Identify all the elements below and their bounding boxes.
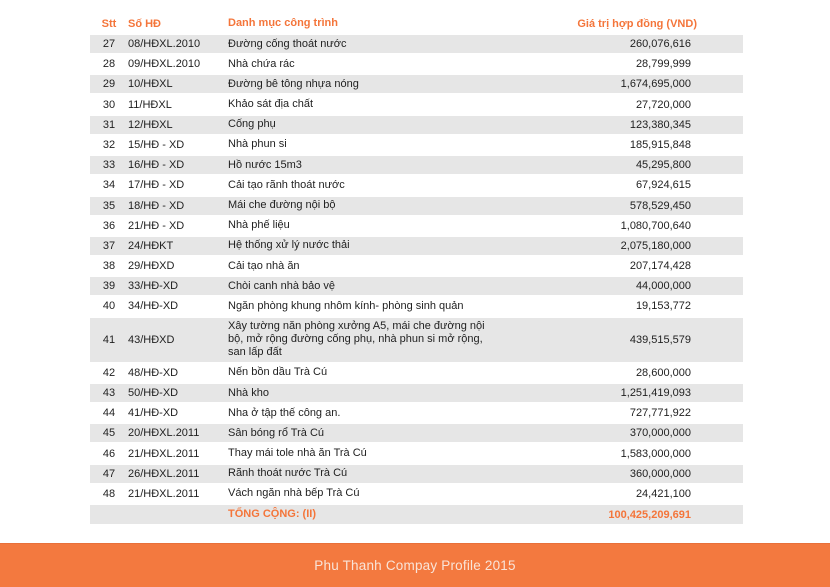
cell-gia-tri: 123,380,345	[629, 118, 691, 131]
cell-stt: 35	[102, 199, 116, 212]
cell-stt: 42	[102, 366, 116, 379]
cell-danh-muc: Ngăn phòng khung nhôm kính- phòng sinh quản	[228, 299, 464, 312]
footer-bar	[0, 543, 830, 587]
cell-so-hd: 15/HĐ - XD	[128, 138, 185, 151]
cell-so-hd: 16/HĐ - XD	[128, 159, 185, 172]
cell-so-hd: 12/HĐXL	[128, 118, 173, 131]
table-row	[90, 156, 743, 174]
cell-so-hd: 21/HĐXL.2011	[128, 447, 200, 460]
cell-danh-muc: Nha ở tập thế công an.	[228, 406, 341, 419]
total-empty-stt	[90, 505, 128, 524]
table-row	[90, 384, 743, 402]
cell-gia-tri: 360,000,000	[629, 467, 691, 480]
cell-so-hd: 18/HĐ - XD	[128, 199, 185, 212]
cell-gia-tri: 370,000,000	[629, 427, 691, 440]
table-row	[90, 404, 743, 422]
contracts-table	[90, 12, 743, 524]
cell-danh-muc: Nến bồn dầu Trà Cú	[228, 366, 328, 379]
cell-stt: 31	[102, 118, 116, 131]
table-row	[90, 465, 743, 483]
cell-danh-muc: Khảo sát địa chất	[228, 98, 314, 111]
cell-danh-muc: Hồ nước 15m3	[228, 158, 302, 171]
cell-so-hd: 26/HĐXL.2011	[128, 467, 200, 480]
cell-danh-muc: Vách ngăn nhà bếp Trà Cú	[228, 487, 360, 500]
table-row	[90, 277, 743, 295]
cell-so-hd: 17/HĐ - XD	[128, 179, 185, 192]
cell-stt: 45	[102, 427, 116, 440]
cell-so-hd: 10/HĐXL	[128, 78, 173, 91]
cell-so-hd: 11/HĐXL	[128, 98, 172, 111]
table-row	[90, 237, 743, 255]
cell-danh-muc: Nhà chứa rác	[228, 57, 295, 70]
cell-gia-tri: 185,915,848	[629, 138, 691, 151]
col-header-stt: Stt	[101, 17, 117, 30]
cell-stt: 30	[102, 98, 116, 111]
table-row	[90, 75, 743, 93]
cell-danh-muc: Nhà kho	[228, 386, 269, 399]
table-row	[90, 485, 743, 503]
total-row	[90, 505, 743, 524]
cell-so-hd: 34/HĐ-XD	[128, 300, 179, 313]
table-row	[90, 364, 743, 382]
total-empty-so	[128, 505, 228, 524]
table-row	[90, 35, 743, 53]
cell-stt: 43	[102, 387, 116, 399]
cell-so-hd: 29/HĐXD	[128, 260, 175, 273]
cell-stt: 46	[102, 447, 116, 460]
table-row	[90, 116, 743, 134]
cell-stt: 39	[102, 280, 116, 293]
cell-stt: 38	[102, 260, 116, 273]
cell-danh-muc: Đường cống thoát nước	[228, 37, 347, 50]
col-header-danh-muc: Danh mục công trình	[228, 17, 338, 29]
cell-gia-tri: 28,600,000	[635, 366, 691, 379]
table-row	[90, 197, 743, 215]
cell-gia-tri: 45,295,800	[635, 159, 691, 172]
cell-gia-tri: 28,799,999	[635, 58, 691, 71]
cell-stt: 28	[102, 58, 116, 71]
table-row	[90, 445, 743, 463]
table-body	[90, 35, 743, 503]
cell-stt: 40	[102, 300, 116, 313]
cell-danh-muc: Cống phụ	[228, 118, 276, 131]
cell-gia-tri: 24,421,100	[635, 487, 691, 500]
cell-danh-muc: Cải tạo rãnh thoát nước	[228, 178, 345, 191]
cell-so-hd: 21/HĐXL.2011	[128, 487, 200, 500]
table-row	[90, 297, 743, 315]
table-header-row	[90, 12, 743, 35]
cell-so-hd: 08/HĐXL.2010	[128, 38, 201, 50]
cell-gia-tri: 578,529,450	[629, 199, 691, 212]
cell-danh-muc: Xây tường năn phòng xưởng A5, mái che đường nội bộ, mở rộng đường cống phụ, nhà phun si mở rộng, san lấp đất	[228, 320, 485, 359]
cell-stt: 33	[102, 159, 116, 172]
cell-so-hd: 24/HĐKT	[128, 239, 174, 252]
table-row	[90, 217, 743, 235]
cell-stt: 44	[102, 407, 116, 420]
cell-danh-muc: Nhà phun si	[228, 138, 287, 151]
cell-danh-muc: Nhà phế liệu	[228, 219, 290, 232]
cell-stt: 47	[102, 467, 116, 480]
table-row	[90, 257, 743, 275]
cell-so-hd: 33/HĐ-XD	[128, 280, 179, 293]
cell-danh-muc: Sân bóng rổ Trà Cú	[228, 426, 325, 439]
cell-gia-tri: 44,000,000	[635, 280, 691, 293]
cell-gia-tri: 1,674,695,000	[620, 78, 691, 91]
table-row	[90, 318, 743, 362]
cell-so-hd: 41/HĐ-XD	[128, 407, 179, 420]
cell-stt: 29	[102, 78, 116, 91]
total-value: 100,425,209,691	[608, 508, 691, 521]
table-row	[90, 96, 743, 114]
table-row	[90, 176, 743, 194]
cell-danh-muc: Mái che đường nội bộ	[228, 199, 336, 211]
cell-so-hd: 09/HĐXL.2010	[128, 58, 201, 71]
cell-gia-tri: 260,076,616	[629, 38, 691, 50]
cell-so-hd: 21/HĐ - XD	[128, 219, 185, 232]
cell-so-hd: 48/HĐ-XD	[128, 366, 179, 379]
table-row	[90, 136, 743, 154]
cell-gia-tri: 439,515,579	[629, 333, 691, 346]
cell-danh-muc: Thay mái tole nhà ăn Trà Cú	[228, 447, 367, 460]
cell-danh-muc: Rãnh thoát nước Trà Cú	[228, 467, 348, 480]
cell-danh-muc: Hệ thống xử lý nước thải	[228, 239, 350, 252]
cell-so-hd: 50/HĐ-XD	[128, 387, 179, 399]
cell-danh-muc: Chòi canh nhà bảo vệ	[228, 279, 336, 292]
cell-stt: 48	[102, 487, 116, 500]
cell-stt: 27	[102, 38, 116, 50]
cell-so-hd: 43/HĐXD	[128, 333, 175, 346]
cell-gia-tri: 1,583,000,000	[620, 447, 691, 460]
cell-stt: 32	[102, 138, 116, 151]
col-header-so-hd: Số HĐ	[128, 17, 161, 30]
cell-gia-tri: 19,153,772	[635, 300, 691, 313]
cell-gia-tri: 1,251,419,093	[620, 387, 691, 399]
footer-text: Phu Thanh Compay Profile 2015	[314, 558, 516, 573]
table-row	[90, 424, 743, 442]
table-row	[90, 55, 743, 73]
cell-danh-muc: Đường bê tông nhựa nóng	[228, 77, 359, 90]
cell-gia-tri: 2,075,180,000	[620, 239, 691, 252]
cell-gia-tri: 207,174,428	[629, 260, 691, 273]
cell-stt: 34	[102, 179, 116, 192]
cell-gia-tri: 1,080,700,640	[620, 219, 691, 232]
cell-danh-muc: Cải tạo nhà ăn	[228, 259, 300, 272]
cell-gia-tri: 727,771,922	[629, 407, 691, 420]
cell-stt: 41	[102, 333, 116, 346]
cell-gia-tri: 27,720,000	[635, 98, 691, 111]
cell-so-hd: 20/HĐXL.2011	[128, 427, 200, 440]
cell-gia-tri: 67,924,615	[635, 179, 691, 192]
total-label: TỔNG CỘNG: (II)	[228, 508, 316, 521]
cell-stt: 37	[102, 239, 116, 252]
col-header-gia-tri: Giá trị hợp đồng (VND)	[577, 17, 697, 30]
cell-stt: 36	[102, 219, 116, 232]
